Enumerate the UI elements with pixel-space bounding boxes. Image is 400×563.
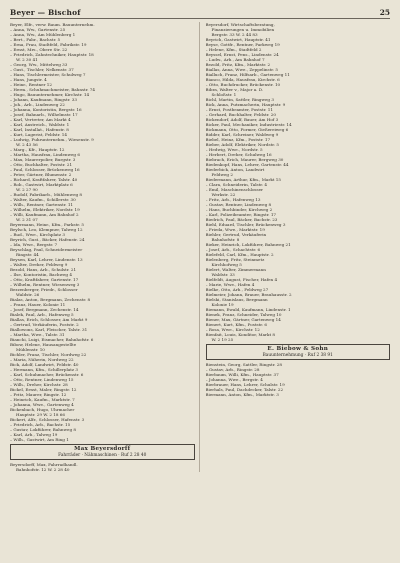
directory-entry: Biedenkopf, Hans, Lehrer, Gartenstr. 44 (205, 162, 289, 167)
directory-entry: – Walter, Kaufm., Schillerstr. 30 (10, 197, 76, 202)
directory-entry: – Max, Maurerpolier, Burgstr. 3 (10, 157, 76, 162)
directory-entry: Waldstr. 33 (211, 272, 235, 277)
directory-entry: Bezold, Fritz, Kfm., Marktstr. 2 (205, 62, 271, 67)
directory-entry: – Ida, Wwe., Bergstr. 7 (10, 242, 58, 247)
directory-entry: Biederbick, Anton, Landwirt (205, 167, 265, 172)
directory-entry: – Martha, Wwe., Talstr. 31 (10, 332, 65, 337)
directory-entry: – Martha, Hausfrau, Lindenweg 6 (10, 152, 80, 157)
directory-entry: Biedermann, Arthur, Kfm., Markt 15 (205, 177, 281, 182)
directory-entry: – Wilh., Rentner, Gartenstr. 11 (10, 202, 74, 207)
directory-entry: – Fritz, Maurer, Ringstr. 12 (10, 392, 67, 397)
directory-entry: – Karl, Vertreter, Am Markt 4 (10, 117, 71, 122)
directory-entry: Biehler, Gertrud, Verkäuferin (205, 232, 267, 237)
directory-entry: – Otto, Rentner, Lindenweg 15 (10, 377, 74, 382)
directory-entry: Bickmann, Otto, Former, Gießereiweg 6 (205, 127, 289, 132)
directory-entry: – Ludwig, Fuhrunternehm., Wiesenstr. 9 (10, 137, 94, 142)
directory-entry: – Frieda, Wwe., Marktstr. 19 (205, 227, 265, 232)
directory-entry: – Ilse, Kontoristin, Bachweg 4 (10, 272, 72, 277)
directory-entry: Bienfait, Louis, Konditor, Markt 8 (205, 332, 276, 337)
directory-entry: Biallowons, Karl, Fleischer, Talstr. 31 (10, 327, 88, 332)
page-number: 25 (379, 8, 390, 17)
directory-entry: Biebrach, Erich, Maurer, Bergweg 30 (205, 157, 284, 162)
directory-entry: – Karl, Arb., Talweg 19 (10, 432, 58, 437)
directory-entry: Waldstr. 26 (16, 292, 40, 297)
directory-entry: – Rudolf, Fabrikarb., Mühlenweg 8 (10, 192, 83, 197)
directory-entry: Kolonie 19 (211, 302, 234, 307)
directory-entry: Bezzenberger, Friedr., Schlosser (10, 287, 78, 292)
directory-entry: – Rob., Gastwirt, Marktplatz 6 (10, 182, 73, 187)
directory-entry: – Otto, Kraftfahrer, Gartenstr. 17 (10, 277, 79, 282)
directory-entry: – Erna, Frau, Stadtfeld, Fabrikstr. 19 (10, 42, 87, 47)
directory-entry: – Gerhard, Buchhalter, Feldstr. 20 (205, 112, 276, 117)
directory-entry: Schloßstr. 1 (211, 92, 237, 97)
directory-entry: Bahnhofstr. 8 (211, 237, 240, 242)
directory-entry: Ringstr. 44 (16, 252, 39, 257)
directory-entry: – Bert., Fabr., Bachstr. 5 (10, 37, 61, 42)
directory-entry: Bidder, Karl, Schreiner, Waldweg 9 (205, 132, 279, 137)
directory-entry: Bickel, Ernst, Maler, Ringstr. 12 (10, 387, 77, 392)
directory-entry: Bierbaum, Willi, Kfm., Hauptstr. 37 (205, 372, 279, 377)
directory-entry: Finanzierungen u. Immobilien (211, 27, 275, 32)
directory-entry: – Hans, Tischlermeister, Schulweg 7 (10, 72, 86, 77)
directory-entry: – Fritz, Arb., Hafenweg 13 (205, 197, 261, 202)
directory-entry: – Franz, Hauer, Kolonie 11 (10, 302, 66, 307)
directory-entry: Bierbrauer, Hans, Lehrer, Schulstr. 19 (205, 382, 285, 387)
directory-entry: Beyssel, Ernst, Pens., Lindenstr. 24 (205, 52, 279, 57)
directory-entry: – Georg, Ww., Mittelweg 33 (10, 62, 68, 67)
directory-entry: Bickert, Alfr., Schlosser, Hafenstr. 3 (10, 417, 85, 422)
right-entry-list (206, 22, 391, 342)
directory-entry: Bibra, Walter v., Major a. D. (205, 87, 264, 92)
directory-entry: Bichler, Franz, Tischler, Nordweg 22 (10, 352, 87, 357)
directory-entry: Biebel, Heinz, Kfm., Poststr. 17 (205, 137, 271, 142)
directory-entry: Bielke, Otto, Arb., Feldweg 27 (205, 287, 269, 292)
directory-entry: Bielenberg, Fritz, Steinmetz (205, 257, 265, 262)
directory-entry: – Johanna, Wwe., Gartenweg 4 (10, 402, 74, 407)
directory-entry: Hauptstr. 29 W. 2 18 66 (16, 412, 65, 417)
directory-entry: – Herm., Schuhmachmeister, Bahnstr. 74 (10, 87, 96, 92)
directory-entry: Bialek, Paul, Arb., Hafenweg 5 (10, 312, 74, 317)
directory-entry: – Anna, Ww., Gartenstr. 25 (10, 27, 66, 32)
right-column (206, 22, 391, 472)
directory-entry: – Ernst, Postbeamter, Poststr. 11 (205, 107, 273, 112)
directory-entry: – Peter, Gärtner, Blumenstr. 2 (10, 172, 72, 177)
directory-entry: – Wilhelm, Elektriker, Nordstr. 19 (10, 207, 80, 212)
directory-entry: W. 2 31 07 (16, 217, 38, 222)
directory-entry: Bieber, Adolf, Elektriker, Nordstr. 5 (205, 142, 279, 147)
directory-entry: Beylsch, Leo, Klempner, Talweg 12 (10, 227, 83, 232)
directory-entry: – Friedrich, Zahntechniker, Hauptstr. 18 (10, 52, 94, 57)
directory-entry: – Ludw., Arb., Am Bahnhof 7 (205, 57, 265, 62)
left-advertisement (10, 444, 195, 460)
directory-entry: – Paul, Schlosser, Brückenweg 16 (10, 167, 80, 172)
directory-entry: – Rosa, Wwe., Kirchstr. 12 (205, 327, 260, 332)
directory-entry: Bick, Anna, Putzmacherin, Hauptstr. 9 (205, 102, 286, 107)
directory-entry: – Karl, Schuhmacher, Brückenstr. 6 (10, 372, 84, 377)
directory-entry: Bialluch, Franz, Hilfsarb., Gartenweg 11 (205, 72, 290, 77)
directory-entry: – Heinr., Rentner 12 (10, 82, 53, 87)
directory-entry: Beysen, Karl, Lehrer, Lindenstr. 13 (10, 257, 83, 262)
directory-entry: – Heinrich, Kaufm., Marktstr. 7 (10, 397, 75, 402)
directory-entry: – Karl, Polizeibeamter, Ringstr. 17 (205, 212, 277, 217)
left-ad-title: Max Beyersdorff (74, 446, 131, 452)
directory-entry: – Anna, Ww., Am Mühlenberg 1 (10, 32, 76, 37)
directory-entry: Biermann, Anton, Kfm., Marktstr. 3 (205, 392, 279, 397)
directory-entry: Bergstr. 33 W. 2 44 83 (211, 32, 258, 37)
directory-entry: – Walter, Dreher, Feldweg 9 (10, 262, 68, 267)
left-entry-list (10, 22, 195, 442)
directory-entry: Biehl, Eduard, Tischler, Brückenweg 3 (205, 222, 286, 227)
directory-entry: – Willi, Kaufmann, Am Bahnhof 2 (10, 212, 79, 217)
directory-entry: – Herbert, Dreher, Schulweg 16 (205, 152, 272, 157)
directory-entry: – Otto, Buchhalter, Poststr. 21 (10, 162, 73, 167)
directory-entry: Beyer, Elfr., verw. Baum. Bauunternehm. (10, 22, 95, 27)
directory-entry: Bielski, Stanislaus, Bergmann (205, 297, 268, 302)
directory-entry: Bahnhofstr. 12 W. 2 28 40 (16, 467, 70, 472)
directory-entry: Bierhals, Paul, Dachdecker, Talstr. 22 (205, 387, 284, 392)
right-advertisement (206, 344, 391, 360)
directory-entry: Bielfeldt, August, Fischer, Hafen 4 (205, 277, 278, 282)
directory-entry: – Hans, Jungstr. 4 (10, 77, 47, 82)
directory-entry: Bick, Adolf, Landwirt, Feldstr. 40 (10, 362, 79, 367)
directory-entry: – Kurt, Lagerist, Feldstr. 14 (10, 132, 68, 137)
directory-entry: W. 2 43 56 (16, 142, 38, 147)
directory-entry: Biallas, Anna, Wwe., Zeppelinstr. 5 (205, 67, 278, 72)
directory-entry: – Josef, Arb., Schachtstr. 6 (205, 247, 261, 252)
directory-entry: – Marg., Kfr., Hauptstr. 12 (10, 147, 65, 152)
directory-entry: – Richard, Kraftfahrer, Talstr. 40 (10, 177, 78, 182)
directory-entry: Bibow, Helene, Hausangestellte (10, 342, 77, 347)
directory-entry: – Josef, Bahnarb., Wilhelmstr. 17 (10, 112, 78, 117)
directory-entry: – Friedrich, Arb., Bachstr. 15 (10, 422, 71, 427)
directory-entry: – Rud., Wwe., Kirchplatz 3 (10, 232, 65, 237)
directory-entry: – Gustav, Arb., Ringstr. 28 (205, 367, 260, 372)
directory-entry: – Helene, Kfm., Stadtfeld 2 (205, 47, 262, 52)
directory-entry: Bianco, Hilda, Hausfrau, Kirchstr. 6 (205, 77, 280, 82)
directory-entry: – Wilh., Dreher, Kirchstr. 28 (10, 382, 68, 387)
directory-entry: – Johanna, Kontoristin, Bergstr. 16 (10, 107, 82, 112)
directory-entry: – Marie, Wwe., Hafen 4 (205, 282, 255, 287)
directory-entry: Beyrich, Gastwirt, Hauptstr. 41 (205, 37, 271, 42)
directory-entry: Bieker, Heinrich, Lokführer, Bahnweg 21 (205, 242, 291, 247)
directory-entry: Bielmeier, Johann, Brauer, Brauhausstr. 2 (205, 292, 292, 297)
directory-entry: – Gertrud, Verkäuferin, Poststr. 2 (10, 322, 79, 327)
directory-entry: Bezold, Hans, Arb., Schulstr. 21 (10, 267, 77, 272)
directory-entry: Bicker, Paul, Mechaniker, Industriestr. 14 (205, 122, 292, 127)
left-column (10, 22, 200, 472)
directory-entry: Kirchhofweg 5 (211, 262, 242, 267)
directory-entry: – Gustav, Lokführer, Bahnweg 8 (10, 427, 76, 432)
directory-entry: – Ernst, Mrs., Obere Str. 22 (10, 47, 68, 52)
directory-entry: – Gust., Tischler, Nelkenstr. 37 (10, 67, 74, 72)
directory-entry: – Hedwig, Wwe., Nordstr. 5 (205, 147, 263, 152)
directory-entry: – Wilh., Gastwirt, Am Ring 1 (10, 437, 69, 442)
directory-entry: Bickenbach, Hugo, Uhrmacher (10, 407, 75, 412)
directory-entry: Beyrich, Gust., Bäcker, Hafenstr. 24 (10, 237, 85, 242)
directory-entry: – Johanna, Wwe., Bergstr. 4 (205, 377, 263, 382)
directory-entry: – Karl, Anstreich., Waldstr. 1 (10, 122, 70, 127)
directory-entry: – Clara, Schneiderin, Talstr. 4 (205, 182, 268, 187)
directory-entry: Beyermann, Heinr., Kfm., Parkstr. 5 (10, 222, 84, 227)
directory-entry: – Hermann, Kfm., Schillerplatz 3 (10, 367, 78, 372)
directory-entry: W. 2 19 25 (211, 337, 234, 342)
directory-entry: – Maria, Näherin, Nordweg 22 (10, 357, 74, 362)
left-tail-list (10, 462, 195, 472)
directory-entry: Beyse, Gottfr., Rentner, Parkweg 19 (205, 42, 280, 47)
directory-entry: Feldweg 2 (211, 172, 233, 177)
right-ad-title: E. Biebow & Sohn (267, 346, 329, 352)
directory-entry: Biedrich, Paul, Bäcker, Bachstr. 23 (205, 217, 278, 222)
directory-entry: Biallas, Erich, Schlosser, Am Markt 9 (10, 317, 88, 322)
directory-entry: Bienert, Kurt, Kfm., Poststr. 6 (205, 322, 267, 327)
right-ad-subtitle: Bauunternehmung · Ruf 2 38 91 (262, 353, 333, 358)
directory-entry: Biemann, Ewald, Kaufmann, Lindenstr. 1 (205, 307, 291, 312)
directory-entry: – Hans, Buchbinder, Kirchweg 2 (205, 207, 273, 212)
directory-entry: Bichl, Martin, Sattler, Ringweg 3 (205, 97, 274, 102)
directory-entry: – Otto, Buchdrucker, Brückenstr. 10 (205, 82, 281, 87)
directory-entry: – Wilhelm, Rentner, Wiesenweg 3 (10, 282, 80, 287)
columns (10, 22, 390, 472)
page-header (10, 8, 390, 19)
directory-entry: – Gustav, Rentner, Lindenweg 8 (205, 202, 272, 207)
directory-entry: Bickendorf, Adolf, Bauer, Am Hof 3 (205, 117, 279, 122)
left-ad-subtitle: Fahrräder · Nähmaschinen · Ruf 2 28 40 (58, 453, 147, 458)
page-title: Beyer — Bischof (10, 8, 81, 17)
directory-entry: – Karl, Installat., Hafenstr. 8 (10, 127, 69, 132)
directory-entry: Beyersdorf, Wirtschaftsberatung, (205, 22, 275, 27)
directory-entry: – Josef, Bergmann, Zechenstr. 14 (10, 307, 79, 312)
directory-entry: W. 2 30 41 (16, 57, 38, 62)
directory-entry: – Joh., Arb., Lindenweg 22 (10, 102, 65, 107)
directory-entry: W. 2 27 90 (16, 187, 38, 192)
directory-entry: Bienek, Franz, Schneider, Talweg 10 (205, 312, 282, 317)
directory-entry: – Johann, Kaufmann, Ringstr. 33 (10, 97, 77, 102)
directory-entry: Bialas, Anton, Bergmann, Zechenstr. 8 (10, 297, 91, 302)
directory-entry: – Emil, Maschinenschlosser (205, 187, 263, 192)
directory-entry: Beyersdorff, Max, Fahrradhandl. (10, 462, 78, 467)
directory-entry: Bianchi, Luigi, Eismacher, Bahnhofstr. 6 (10, 337, 94, 342)
directory-entry: Bielert, Walter, Zimmermann (205, 267, 266, 272)
directory-entry: Beyschlag, Paul, Schneidermeister (10, 247, 83, 252)
directory-entry: Bienstein, Georg, Sattler, Ringstr. 28 (205, 362, 283, 367)
directory-entry: – Hugo, Bauunternehmer, Kirchstr. 14 (10, 92, 90, 97)
right-tail-list (206, 362, 391, 397)
directory-entry: Mühlenstr. 10 (16, 347, 45, 352)
directory-entry: Biener, Max, Gärtner, Gartenweg 14 (205, 317, 281, 322)
directory-entry: Werkstr. 22 (211, 192, 236, 197)
directory-entry: Bielefeld, Carl, Kfm., Hauptstr. 2 (205, 252, 274, 257)
